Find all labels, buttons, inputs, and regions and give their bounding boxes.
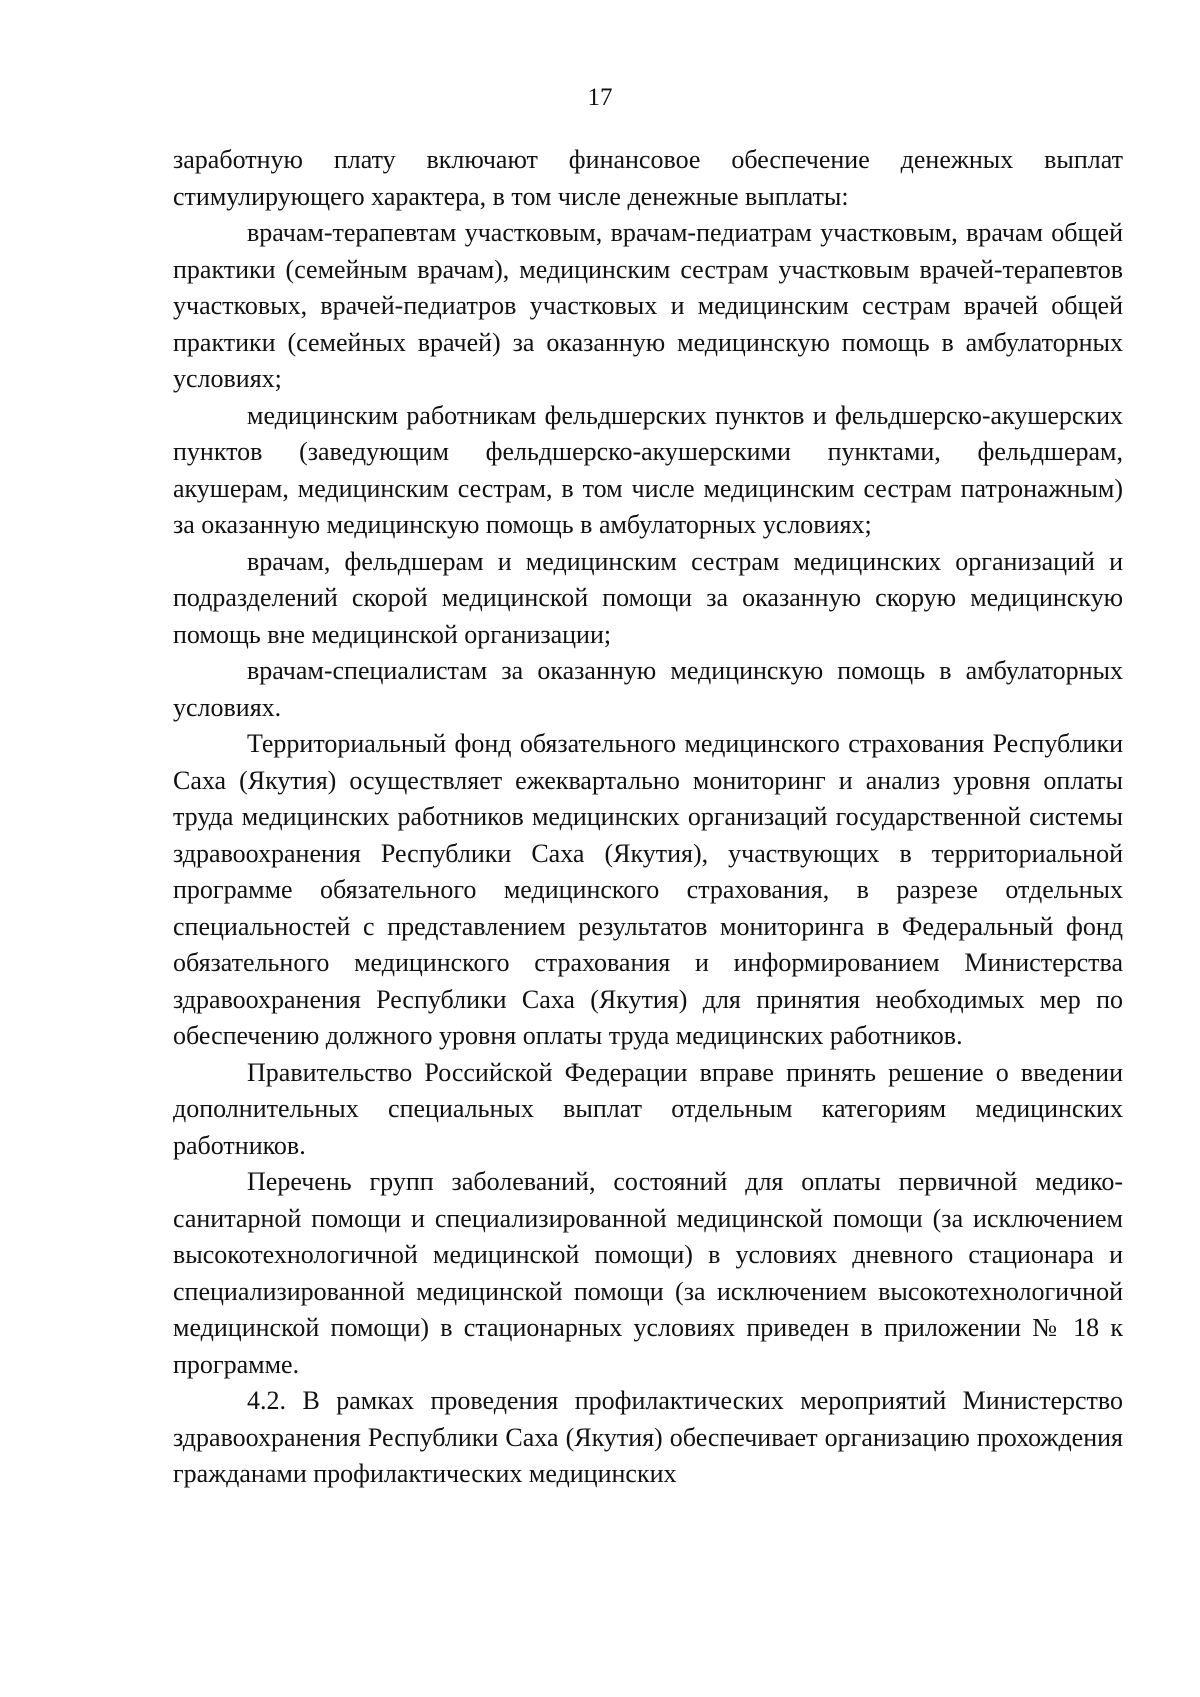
paragraph-government-decision: Правительство Российской Федерации вправе принять решение о введении дополнительных специальных выплат отдельным категориям медицинских работников.	[173, 1057, 1123, 1160]
paragraph-list-item-specialists: врачам-специалистам за оказанную медицинскую помощь в амбулаторных условиях.	[173, 656, 1123, 722]
paragraph-list-item-feldsher-points: медицинским работникам фельдшерских пунктов и фельдшерско-акушерских пунктов (заведующим фельдшерско-акушерскими пунктами, фельдшерам, акушерам, медицинским сестрам, в том числе медицинским сестрам патронажным) за оказанную медицинскую помощь в амбулаторных условиях;	[173, 400, 1123, 539]
paragraph-disease-groups: Перечень групп заболеваний, состояний для оплаты первичной медико-санитарной помощи и специализированной медицинской помощи (за исключением высокотехнологичной медицинской помощи) в условиях дневного стационара и специализированной медицинской помощи (за исключением высокотехнологичной медицинской помощи) в стационарных условиях приведен в приложении № 18 к программе.	[173, 1167, 1123, 1379]
document-body	[173, 142, 1123, 1493]
paragraph-monitoring: Территориальный фонд обязательного медицинского страхования Республики Саха (Якутия) осуществляет ежеквартально мониторинг и анализ уровня оплаты труда медицинских работников медицинских организаций государственной системы здравоохранения Республики Саха (Якутия), участвующих в территориальной программе обязательного медицинского страхования, в разрезе отдельных специальностей с представлением результатов мониторинга в Федеральный фонд обязательного медицинского страхования и информированием Министерства здравоохранения Республики Саха (Якутия) для принятия необходимых мер по обеспечению должного уровня оплаты труда медицинских работников.	[173, 729, 1123, 1050]
page-number: 17	[587, 84, 613, 111]
paragraph-continuation: заработную плату включают финансовое обеспечение денежных выплат стимулирующего характера, в том числе денежные выплаты:	[173, 145, 1123, 211]
paragraph-list-item-therapists: врачам-терапевтам участковым, врачам-педиатрам участковым, врачам общей практики (семейным врачам), медицинским сестрам участковым врачей-терапевтов участковых, врачей-педиатров участковых и медицинским сестрам врачей общей практики (семейных врачей) за оказанную медицинскую помощь в амбулаторных условиях;	[173, 218, 1123, 393]
paragraph-section-4-2: 4.2. В рамках проведения профилактических мероприятий Министерство здравоохранения Республики Саха (Якутия) обеспечивает организацию прохождения гражданами профилактических медицинских	[173, 1386, 1123, 1488]
paragraph-list-item-ambulance: врачам, фельдшерам и медицинским сестрам медицинских организаций и подразделений скорой медицинской помощи за оказанную скорую медицинскую помощь вне медицинской организации;	[173, 546, 1123, 649]
